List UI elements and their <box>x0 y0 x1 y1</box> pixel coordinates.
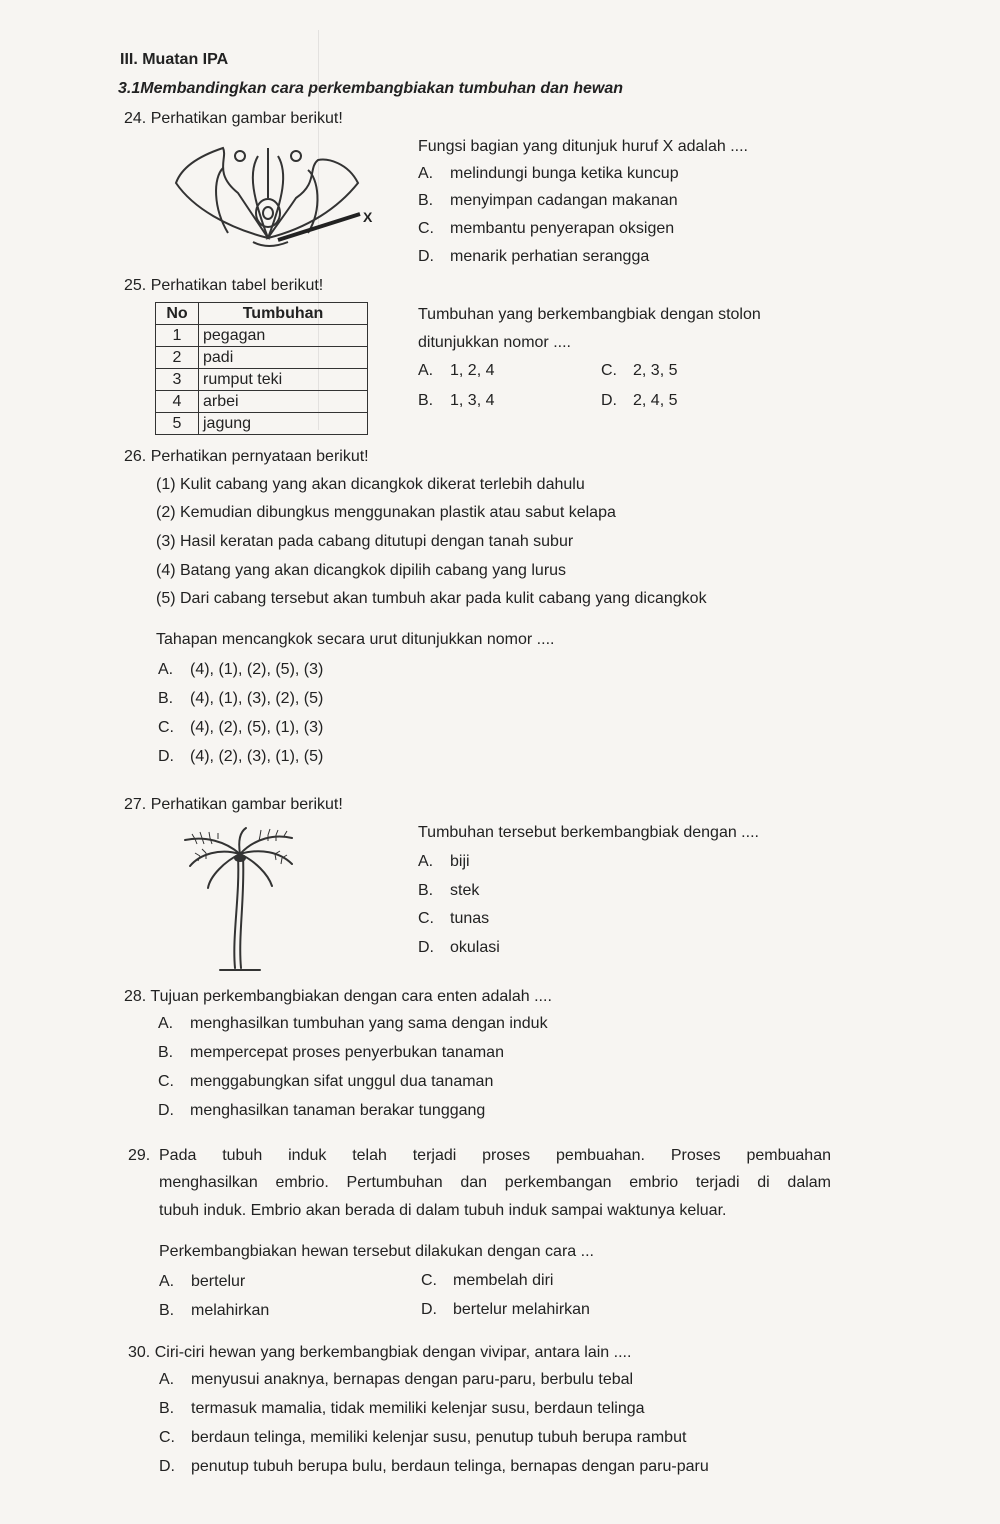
table-row: 3 rumput teki <box>156 369 368 391</box>
q24-instruction: Perhatikan gambar berikut! <box>150 110 343 127</box>
q26-instruction: Perhatikan pernyataan berikut! <box>150 448 369 465</box>
q30-option-a: A. menyusui anaknya, bernapas dengan paru-paru, berbulu tebal <box>159 1371 634 1388</box>
q25-option-d: D. 2, 4, 5 <box>601 392 678 409</box>
q26-option-a: A. (4), (1), (2), (5), (3) <box>158 661 324 678</box>
q24-option-c: C. membantu penyerapan oksigen <box>418 220 675 237</box>
table-header-plant: Tumbuhan <box>199 303 368 325</box>
q26-option-b: B. (4), (1), (3), (2), (5) <box>158 690 324 707</box>
figure-label-x: X <box>363 209 373 225</box>
q30-option-b: B. termasuk mamalia, tidak memiliki kelenjar susu, berdaun telinga <box>159 1400 645 1417</box>
q26-option-d: D. (4), (2), (3), (1), (5) <box>158 748 324 765</box>
q28-option-b: B. mempercepat proses penyerbukan tanaman <box>158 1044 504 1061</box>
q30-option-d: D. penutup tubuh berupa bulu, berdaun telinga, bernapas dengan paru-paru <box>159 1458 709 1475</box>
q29-option-c: C. membelah diri <box>421 1272 554 1289</box>
subsection-title: 3.1Membandingkan cara perkembangbiakan tumbuhan dan hewan <box>118 80 624 97</box>
q25-option-b: B. 1, 3, 4 <box>418 392 495 409</box>
q24-option-a: A. melindungi bunga ketika kuncup <box>418 165 679 182</box>
q29-option-a: A. bertelur <box>159 1273 246 1290</box>
q26-statement-4: (4) Batang yang akan dicangkok dipilih cabang yang lurus <box>156 562 567 579</box>
section-title: III. Muatan IPA <box>120 51 229 68</box>
q24-number: 24. <box>124 110 147 127</box>
q28-option-a: A. menghasilkan tumbuhan yang sama dengan induk <box>158 1015 548 1032</box>
q29-paragraph-line2: menghasilkan embrio. Pertumbuhan dan perkembangan embrio terjadi di dalam <box>159 1174 831 1191</box>
q30-question: Ciri-ciri hewan yang berkembangbiak dengan vivipar, antara lain .... <box>154 1344 632 1361</box>
q24-option-d: D. menarik perhatian serangga <box>418 248 650 265</box>
q25-instruction: Perhatikan tabel berikut! <box>150 277 324 294</box>
q29-option-b: B. melahirkan <box>159 1302 270 1319</box>
q29-paragraph-line3: tubuh induk. Embrio akan berada di dalam tubuh induk sampai waktunya keluar. <box>159 1202 727 1219</box>
table-row: 1 pegagan <box>156 325 368 347</box>
q25-option-a: A. 1, 2, 4 <box>418 362 495 379</box>
q25-number: 25. <box>124 277 147 294</box>
q27-number: 27. <box>124 796 147 813</box>
q29-number: 29. <box>128 1147 151 1164</box>
q24-question: Fungsi bagian yang ditunjuk huruf X adalah .... <box>418 138 748 155</box>
q25-question-line1: Tumbuhan yang berkembangbiak dengan stolon <box>418 306 761 323</box>
table-header-row <box>156 303 368 325</box>
table-header-no: No <box>156 303 199 325</box>
q27-option-b: B. stek <box>418 882 480 899</box>
q27-question: Tumbuhan tersebut berkembangbiak dengan .... <box>418 824 759 841</box>
plant-table <box>155 302 368 435</box>
q26-question: Tahapan mencangkok secara urut ditunjukkan nomor .... <box>156 631 555 648</box>
q27-option-c: C. tunas <box>418 910 490 927</box>
q28-header <box>124 987 552 1007</box>
q27-option-a: A. biji <box>418 853 470 870</box>
q30-number: 30. <box>128 1344 151 1361</box>
q26-number: 26. <box>124 448 147 465</box>
q24-option-b: B. menyimpan cadangan makanan <box>418 192 678 209</box>
q28-option-d: D. menghasilkan tanaman berakar tunggang <box>158 1102 486 1119</box>
q27-instruction: Perhatikan gambar berikut! <box>150 796 343 813</box>
q24-header <box>124 109 343 129</box>
q27-header <box>124 795 343 815</box>
q25-option-c: C. 2, 3, 5 <box>601 362 678 379</box>
q28-number: 28. <box>124 988 147 1005</box>
q26-header <box>124 447 369 467</box>
q26-option-c: C. (4), (2), (5), (1), (3) <box>158 719 324 736</box>
q29-option-d: D. bertelur melahirkan <box>421 1301 590 1318</box>
q30-header <box>128 1343 631 1363</box>
q28-question: Tujuan perkembangbiakan dengan cara enten adalah .... <box>150 988 552 1005</box>
palm-tree-figure <box>180 826 300 976</box>
q27-option-d: D. okulasi <box>418 939 500 956</box>
q26-statement-5: (5) Dari cabang tersebut akan tumbuh akar pada kulit cabang yang dicangkok <box>156 590 707 607</box>
table-row: 5 jagung <box>156 413 368 435</box>
table-row: 4 arbei <box>156 391 368 413</box>
q26-statement-1: (1) Kulit cabang yang akan dicangkok dikerat terlebih dahulu <box>156 476 585 493</box>
q25-header <box>124 276 323 296</box>
q30-option-c: C. berdaun telinga, memiliki kelenjar susu, penutup tubuh berupa rambut <box>159 1429 687 1446</box>
q29-question: Perkembangbiakan hewan tersebut dilakukan dengan cara ... <box>159 1243 594 1260</box>
q29-paragraph-line1: Pada tubuh induk telah terjadi proses pembuahan. Proses pembuahan <box>159 1147 831 1164</box>
flower-cross-section-figure <box>168 138 378 250</box>
q25-question-line2: ditunjukkan nomor .... <box>418 334 571 351</box>
q28-option-c: C. menggabungkan sifat unggul dua tanaman <box>158 1073 494 1090</box>
table-row: 2 padi <box>156 347 368 369</box>
q26-statement-2: (2) Kemudian dibungkus menggunakan plastik atau sabut kelapa <box>156 504 616 521</box>
q26-statement-3: (3) Hasil keratan pada cabang ditutupi dengan tanah subur <box>156 533 574 550</box>
